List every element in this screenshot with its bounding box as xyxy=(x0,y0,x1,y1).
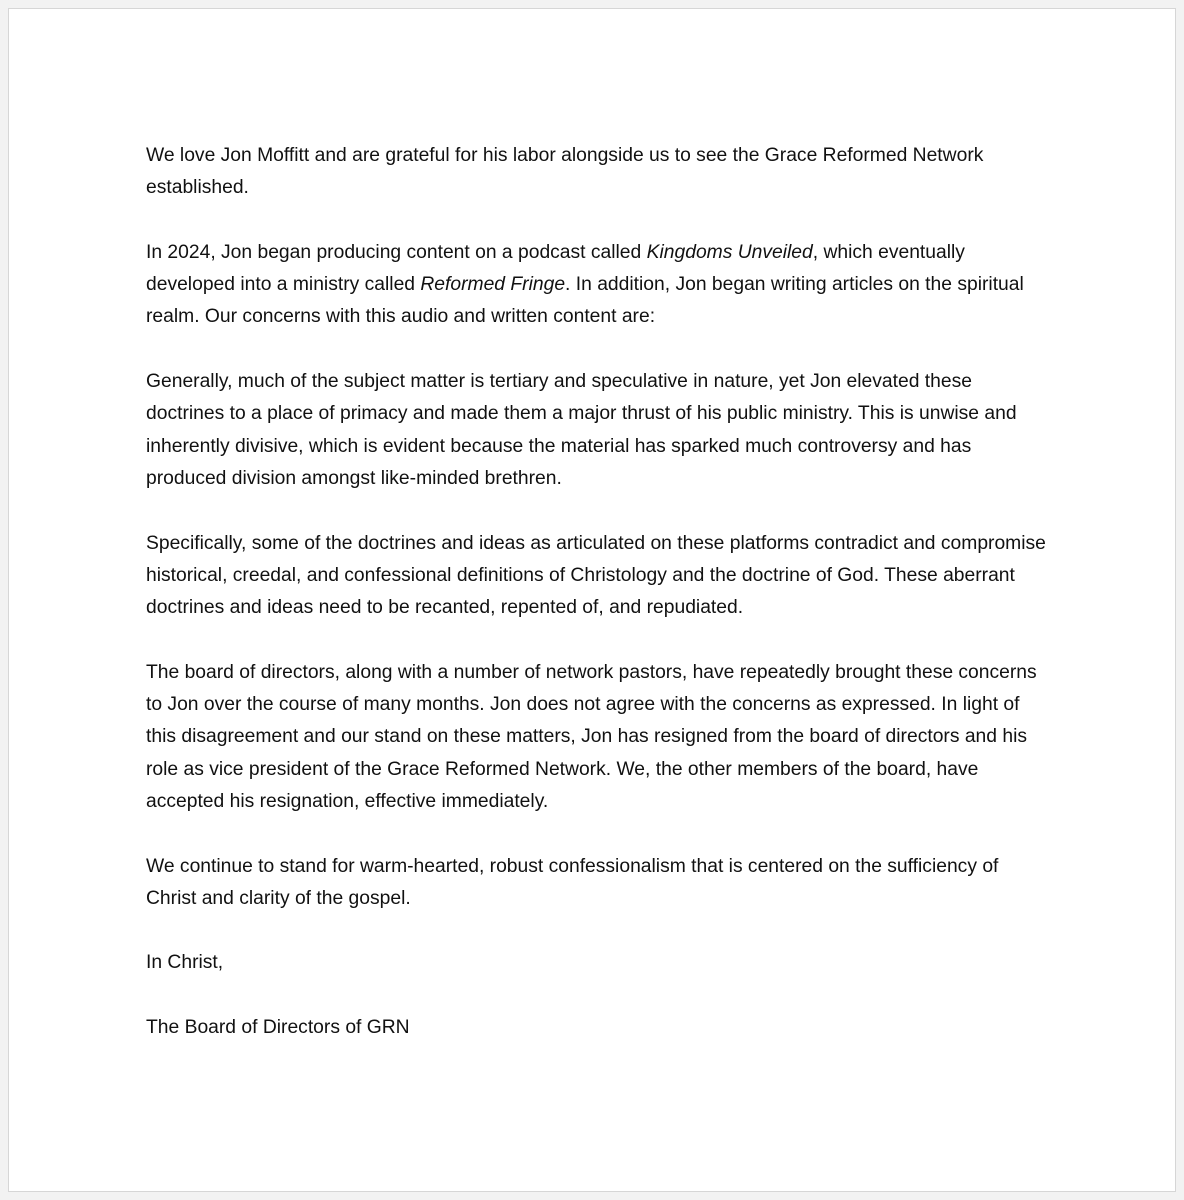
ministry-title: Reformed Fringe xyxy=(420,274,566,296)
closing: In Christ, xyxy=(146,952,224,974)
paragraph-general-concern: Generally, much of the subject matter is tertiary and speculative in nature, yet Jon elevated these doctrines to a place of primacy and made them a major thrust of his public ministry. This is unwise and inherently divisive, which is evident because the material has sparked much controversy and has produced division amongst like-minded brethren. xyxy=(146,371,1017,489)
paragraph-background xyxy=(146,237,1046,334)
paragraph-background-text-a: In 2024, Jon began producing content on a podcast called xyxy=(146,241,647,263)
letter-body xyxy=(146,140,1046,1044)
paragraph-specific-concern: Specifically, some of the doctrines and ideas as articulated on these platforms contradict and compromise historical, creedal, and confessional definitions of Christology and the doctrine of God. These aberrant doctrines and ideas need to be recanted, repented of, and repudiated. xyxy=(146,532,1046,619)
paragraph-background-text-c: . In addition, Jon began writing articles on the spiritual realm. Our concerns with this audio and written content are: xyxy=(146,274,1024,328)
paragraph-background-text-b: , which eventually developed into a ministry called xyxy=(146,241,965,296)
paragraph-resignation: The board of directors, along with a number of network pastors, have repeatedly brought these concerns to Jon over the course of many months. Jon does not agree with the concerns as expressed. In light of this disagreement and our stand on these matters, Jon has resigned from the board of directors and his role as vice president of the Grace Reformed Network. We, the other members of the board, have accepted his resignation, effective immediately. xyxy=(146,661,1037,812)
paragraph-commitment: We continue to stand for warm-hearted, robust confessionalism that is centered on the sufficiency of Christ and clarity of the gospel. xyxy=(146,855,999,909)
document-page xyxy=(8,8,1176,1192)
podcast-title: Kingdoms Unveiled xyxy=(646,241,813,263)
signature: The Board of Directors of GRN xyxy=(146,1017,410,1039)
paragraph-intro: We love Jon Moffitt and are grateful for his labor alongside us to see the Grace Reformed Network established. xyxy=(146,145,984,199)
